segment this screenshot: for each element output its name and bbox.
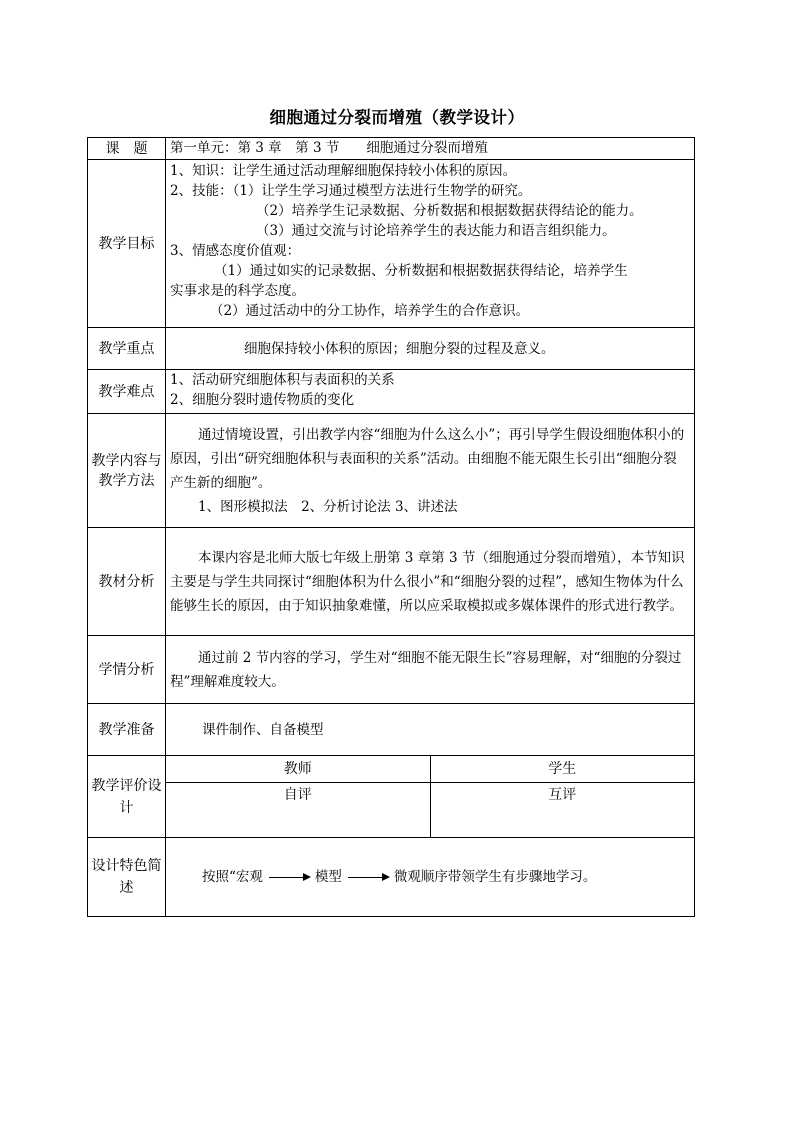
evaluation-label: 教学评价设计: [88, 756, 166, 838]
students-content: [166, 636, 695, 704]
students-text: 通过前 2 节内容的学习，学生对“细胞不能无限生长”容易理解，对“细胞的分裂过程”理解难度较大。: [170, 649, 682, 690]
row-evaluation: [88, 756, 695, 838]
row-content-methods: [88, 414, 695, 528]
teacher-header: 教师: [166, 756, 430, 782]
objective-line: （1）通过如实的记录数据、分析数据和根据数据获得结论，培养学生: [214, 263, 628, 279]
difficulties-label: 教学难点: [88, 370, 166, 414]
objective-line: （3）通过交流与讨论培养学生的表达能力和语言组织能力。: [256, 223, 616, 239]
objective-line: 实事求是的科学态度。: [170, 283, 305, 299]
content-methods-label: 教学内容与教学方法: [88, 414, 166, 528]
row-key-points: [88, 328, 695, 370]
student-eval: 互评: [548, 786, 577, 803]
teacher-eval: 自评: [166, 782, 430, 837]
row-material: [88, 528, 695, 636]
arrow-icon: [269, 877, 309, 878]
difficulties-content: [166, 370, 695, 414]
evaluation-content: [166, 756, 695, 838]
row-topic: [88, 138, 695, 160]
preparation-value: 课件制作、自备模型: [166, 704, 695, 756]
content-methods-content: [166, 414, 695, 528]
content-methods-text: 通过情境设置，引出教学内容“细胞为什么这么小”；再引导学生假设细胞体积小的原因，引出“研究细胞体积与表面积的关系”活动。由细胞不能无限生长引出“细胞分裂产生新的细胞”。: [170, 426, 685, 491]
page-title: 细胞通过分裂而增殖（教学设计）: [269, 108, 525, 127]
features-part2: 模型: [314, 869, 342, 885]
objective-line: （2）培养学生记录数据、分析数据和根据数据获得结论的能力。: [256, 203, 643, 219]
material-content: [166, 528, 695, 636]
material-text: 本课内容是北师大版七年级上册第 3 章第 3 节（细胞通过分裂而增殖），本节知识主要是与学生共同探讨“细胞体积为什么很小”和“细胞分裂的过程”，感知生物体为什么能够生长的原因，由于知识抽象难懂，所以应采取模拟或多媒体课件的形式进行教学。: [170, 549, 685, 614]
objective-line: 3、情感态度价值观：: [170, 243, 301, 259]
students-label: 学情分析: [88, 636, 166, 704]
preparation-label: 教学准备: [88, 704, 166, 756]
row-features: [88, 838, 695, 917]
student-header: 学生: [430, 756, 694, 782]
features-label: 设计特色简述: [88, 838, 166, 917]
objective-line: （2）通过活动中的分工协作，培养学生的合作意识。: [210, 303, 530, 319]
material-label: 教材分析: [88, 528, 166, 636]
objective-line: 1、知识：让学生通过活动理解细胞保持较小体积的原因。: [170, 163, 517, 179]
lesson-plan-table: [87, 137, 695, 917]
objectives-label: 教学目标: [88, 160, 166, 328]
row-preparation: [88, 704, 695, 756]
objective-line: 2、技能：（1）让学生学习通过模型方法进行生物学的研究。: [170, 183, 532, 199]
content-methods-list: 1、图形模拟法 2、分析讨论法 3、讲述法: [198, 498, 458, 515]
arrow-icon: [348, 877, 388, 878]
features-content: [166, 838, 695, 917]
topic-value: 第一单元：第 3 章 第 3 节 细胞通过分裂而增殖: [166, 138, 695, 160]
row-difficulties: [88, 370, 695, 414]
difficulty-line: 1、活动研究细胞体积与表面积的关系: [170, 372, 395, 388]
objectives-content: [166, 160, 695, 328]
row-objectives: [88, 160, 695, 328]
evaluation-subtable: [166, 756, 694, 837]
key-points-value: 细胞保持较小体积的原因；细胞分裂的过程及意义。: [166, 328, 695, 370]
key-points-label: 教学重点: [88, 328, 166, 370]
row-students: [88, 636, 695, 704]
topic-label: 课 题: [88, 138, 166, 160]
features-part1: 按照“宏观: [202, 869, 263, 885]
features-part3: 微观顺序带领学生有步骤地学习。: [393, 869, 597, 885]
difficulty-line: 2、细胞分裂时遗传物质的变化: [170, 392, 355, 408]
